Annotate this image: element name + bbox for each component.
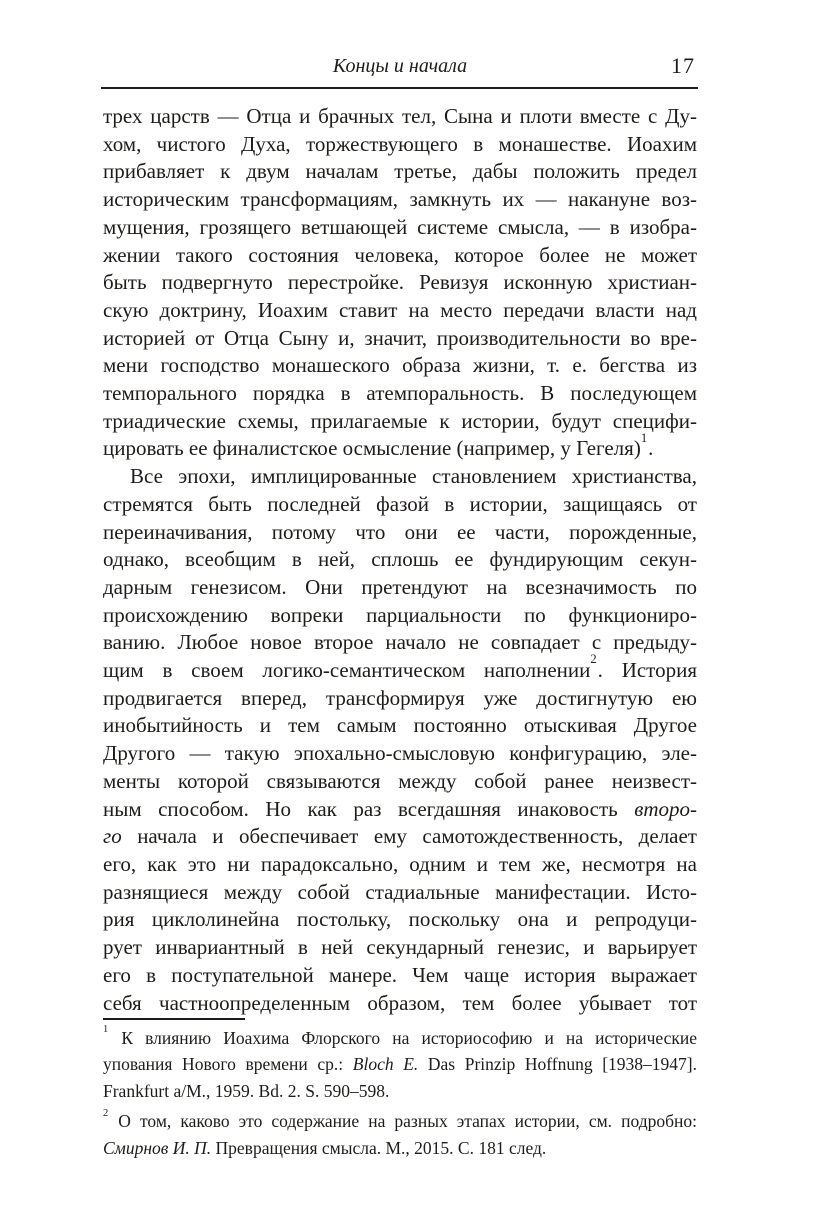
text-segment: переиначивания, потому что они ее части, порожденные, <box>103 519 697 544</box>
text-segment: Frankfurt a/M., 1959. Bd. 2. S. 590–598. <box>103 1080 390 1101</box>
text-segment: триадические схемы, прилагаемые к истории, будут специфи- <box>103 408 697 433</box>
text-segment: Все эпохи, имплицированные становлением христианства, <box>130 464 697 489</box>
text-line <box>103 380 697 408</box>
text-line <box>103 1108 697 1134</box>
text-segment: скую доктрину, Иоахим ставит на место передачи власти над <box>103 297 697 322</box>
body-text <box>103 103 697 1017</box>
text-line <box>103 796 697 824</box>
text-segment: упования Нового времени ср.: <box>103 1054 353 1075</box>
text-line <box>103 823 697 851</box>
text-segment: дарным генезисом. Они претендуют на всезначимость по <box>103 574 697 599</box>
text-segment: О том, каково это содержание на разных этапах истории, см. подробно: <box>109 1111 697 1132</box>
text-segment: ванию. Любое новое второе начало не совпадает с предыду- <box>103 630 697 655</box>
text-segment: мущения, грозящего ветшающей системе смысла, — в изобра- <box>103 214 697 239</box>
text-segment: Превращения смысла. М., 2015. С. 181 след. <box>211 1137 547 1158</box>
text-segment: щим в своем логико-семантическом наполнении <box>103 658 591 683</box>
running-title: Концы и начала <box>332 55 468 77</box>
header-rule <box>101 87 698 89</box>
text-segment: ным способом. Но как раз всегдашняя инаковость <box>103 796 635 821</box>
page-number: 17 <box>671 53 695 78</box>
text-segment: происхождению вопреки парциальности по функциониро- <box>103 602 697 627</box>
text-segment: цировать ее финалистское осмысление (например, у Гегеля) <box>103 436 641 461</box>
footnote <box>103 1108 697 1161</box>
text-line <box>103 962 697 990</box>
text-line <box>103 352 697 380</box>
text-segment: разнящиеся между собой стадиальные манифестации. Исто- <box>103 879 697 904</box>
running-head <box>103 53 697 83</box>
footnote-reference: 2 <box>103 1107 109 1119</box>
text-line <box>103 214 697 242</box>
italic-text: го <box>103 824 122 849</box>
footnote-reference: 1 <box>640 430 648 445</box>
text-line <box>103 652 697 685</box>
text-line <box>103 1135 697 1161</box>
text-segment: рия циклолинейна постольку, поскольку она и репродуци- <box>103 907 697 932</box>
text-line <box>103 574 697 602</box>
text-line <box>103 768 697 796</box>
text-segment: . История <box>597 658 697 683</box>
text-line <box>103 990 697 1018</box>
text-line <box>103 242 697 270</box>
text-line <box>103 430 697 463</box>
text-line <box>103 740 697 768</box>
text-line <box>103 269 697 297</box>
text-line <box>103 629 697 657</box>
text-line <box>103 712 697 740</box>
text-line <box>103 519 697 547</box>
text-line <box>103 325 697 353</box>
text-segment: . <box>648 436 654 461</box>
text-segment: хом, чистого Духа, торжествующего в монашестве. Иоахим <box>103 131 697 156</box>
text-line <box>103 602 697 630</box>
text-line <box>103 408 697 436</box>
text-line <box>103 906 697 934</box>
text-line <box>103 685 697 713</box>
text-segment: К влиянию Иоахима Флорского на историософию и на исторические <box>109 1028 697 1048</box>
text-segment: однако, всеобщим в ней, сплошь ее фундирующим секун- <box>103 547 697 572</box>
text-segment: менты которой связываются между собой ранее неизвест- <box>103 768 697 793</box>
italic-text: второ- <box>634 796 697 821</box>
text-line <box>103 546 697 574</box>
text-line <box>103 297 697 325</box>
text-segment: трех царств — Отца и брачных тел, Сына и плоти вместе с Ду- <box>103 104 697 128</box>
footnotes <box>103 1025 697 1161</box>
text-line <box>103 1051 697 1077</box>
text-line <box>103 934 697 962</box>
text-line <box>103 103 697 131</box>
footnote-reference: 1 <box>103 1024 109 1036</box>
text-segment: прибавляет к двум началам третье, дабы положить предел <box>103 159 697 184</box>
text-line <box>103 1025 697 1051</box>
text-segment: стремятся быть последней фазой в истории, защищаясь от <box>103 491 697 516</box>
text-segment: его в поступательной манере. Чем чаще история выражает <box>103 962 697 987</box>
footnote-reference: 2 <box>590 652 597 667</box>
text-segment: инобытийность и тем самым постоянно отыскивая Другое <box>103 713 697 738</box>
text-segment: начала и обеспечивает ему самотождественность, делает <box>121 824 697 849</box>
text-line <box>103 131 697 159</box>
text-segment: рует инвариантный в ней секундарный генезис, и варьирует <box>103 935 697 960</box>
text-line <box>103 491 697 519</box>
paragraph <box>103 103 697 463</box>
text-segment: Das Prinzip Hoffnung [1938–1947]. <box>418 1054 698 1075</box>
footnote-separator <box>103 1018 245 1020</box>
text-line <box>103 1078 697 1104</box>
text-segment: продвигается вперед, трансформируя уже достигнутую ею <box>103 685 697 710</box>
text-segment: историческим трансформациям, замкнуть их — накануне воз- <box>103 187 697 212</box>
italic-text: Смирнов И. П. <box>103 1137 212 1158</box>
text-line <box>103 463 697 491</box>
text-segment: темпорального порядка в атемпоральность. В последующем <box>103 381 697 406</box>
text-segment: Другого — такую эпохально-смысловую конфигурацию, эле- <box>103 741 697 766</box>
text-segment: историей от Отца Сыну и, значит, производительности во вре- <box>103 325 697 350</box>
text-line <box>103 158 697 186</box>
text-segment: мени господство монашеского образа жизни, т. е. бегства из <box>103 353 697 378</box>
paragraph <box>103 463 697 1017</box>
text-segment: его, как это ни парадоксально, одним и тем же, несмотря на <box>103 851 697 876</box>
italic-text: Bloch E. <box>352 1054 419 1075</box>
text-line <box>103 879 697 907</box>
text-line <box>103 186 697 214</box>
text-line <box>103 851 697 879</box>
text-segment: быть подвергнуто перестройке. Ревизуя исконную христиан- <box>103 270 697 295</box>
footnote <box>103 1025 697 1104</box>
text-segment: жении такого состояния человека, которое более не может <box>103 242 697 267</box>
text-segment: себя частноопределенным образом, тем более убывает тот <box>103 990 697 1015</box>
